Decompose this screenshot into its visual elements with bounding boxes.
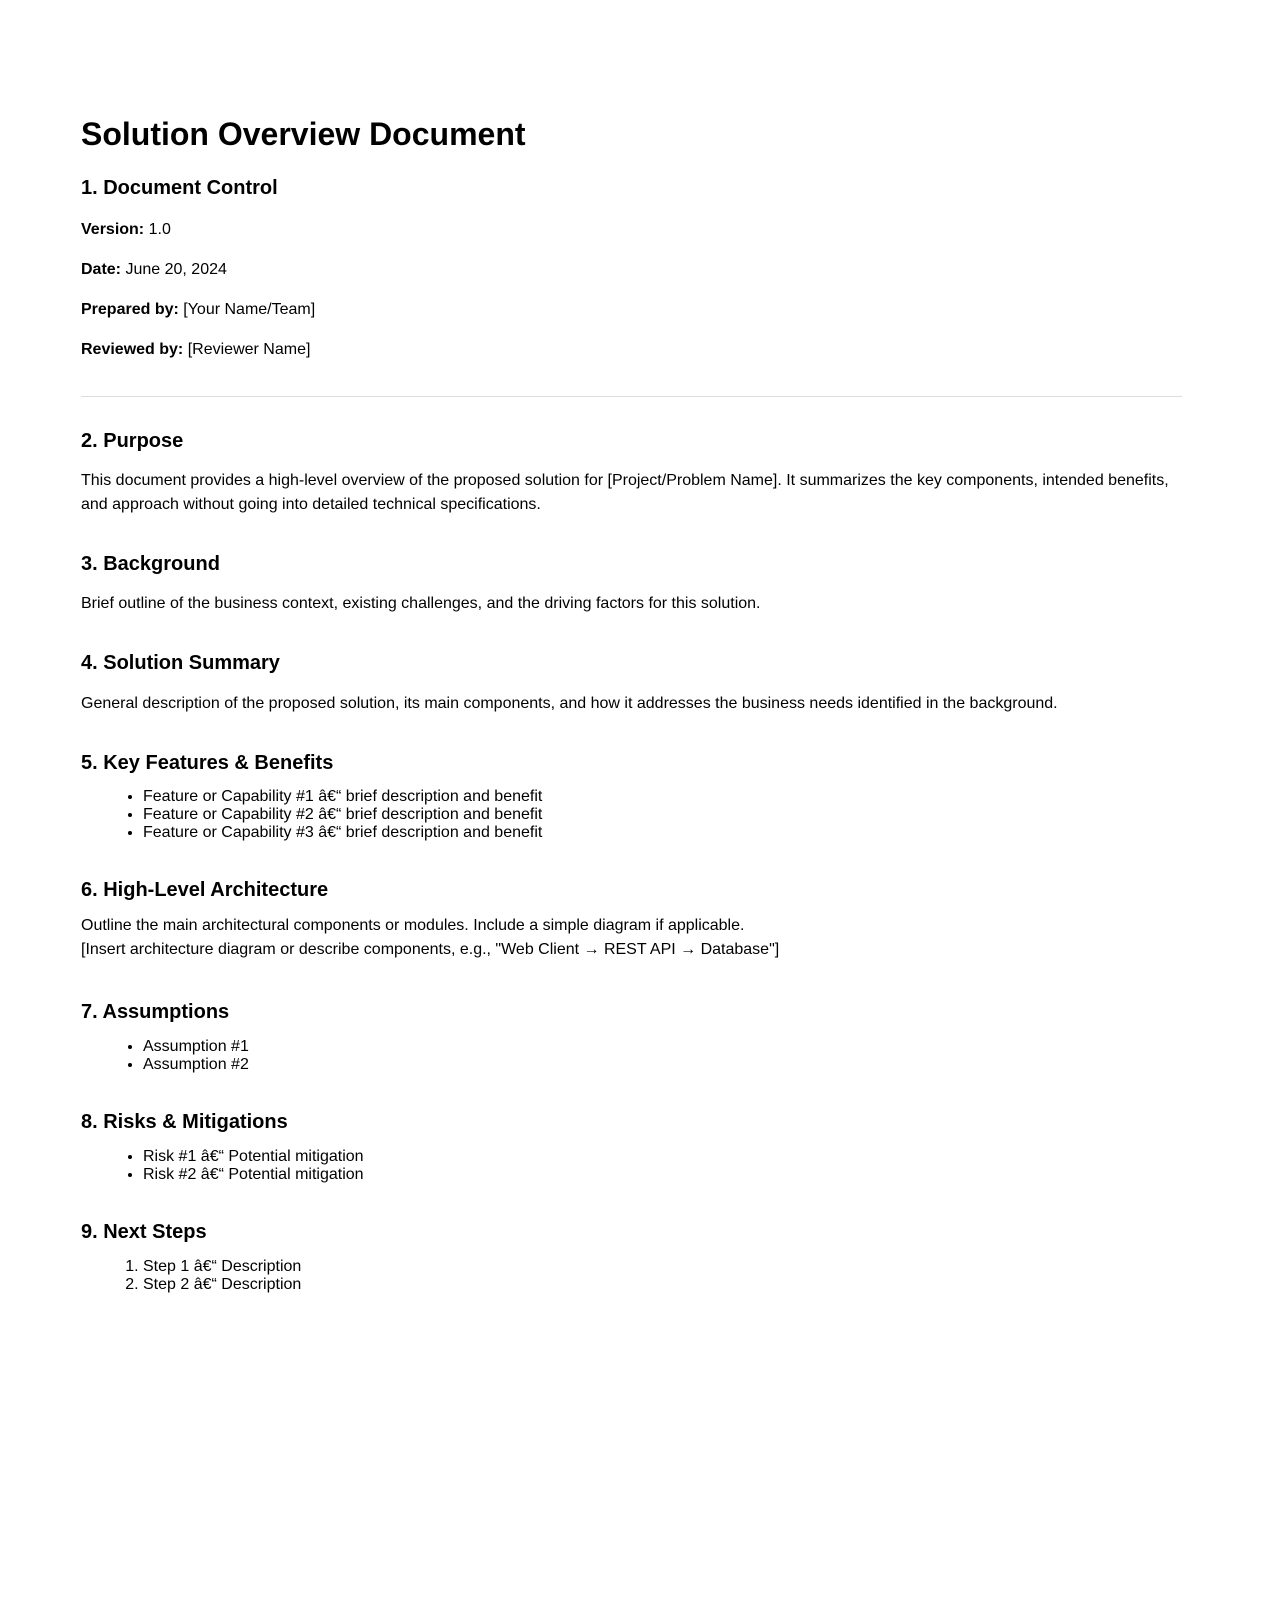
list-item: • Risk #2 â€“ Potential mitigation <box>143 1166 1182 1184</box>
next-steps-list <box>81 1258 1182 1294</box>
field-value: [Your Name/Team] <box>183 301 316 318</box>
summary-text: General description of the proposed solution, its main components, and how it addresses the business needs identified in the background. <box>81 695 1058 712</box>
section-document-control <box>81 176 1182 200</box>
list-item: • Risk #1 â€“ Potential mitigation <box>143 1148 1182 1166</box>
list-item: • Assumption #2 <box>143 1056 1182 1074</box>
background-text-block <box>81 592 1182 616</box>
field-prepared-by <box>81 298 1182 322</box>
field-value: June 20, 2024 <box>125 261 227 278</box>
features-list <box>81 788 1182 842</box>
summary-text-block <box>81 692 1182 716</box>
field-label: Prepared by: <box>81 301 179 318</box>
risks-list-block <box>81 1148 1182 1184</box>
background-text: Brief outline of the business context, existing challenges, and the driving factors for this solution. <box>81 595 761 612</box>
field-label: Reviewed by: <box>81 341 184 358</box>
section-solution-summary <box>81 651 1182 675</box>
section-architecture <box>81 878 1182 902</box>
field-version <box>81 218 1182 242</box>
purpose-text-block <box>81 469 1182 517</box>
list-item: • Feature or Capability #2 â€“ brief description and benefit <box>143 806 1182 824</box>
architecture-text-block <box>81 914 1182 962</box>
field-value: 1.0 <box>148 221 171 238</box>
field-date <box>81 258 1182 282</box>
field-label: Version: <box>81 221 145 238</box>
page-title: Solution Overview Document <box>81 116 526 152</box>
list-item: 2. Step 2 â€“ Description <box>143 1276 1182 1294</box>
features-list-block <box>81 788 1182 842</box>
section-heading: 9. Next Steps <box>81 1221 207 1243</box>
section-key-features <box>81 751 1182 775</box>
field-label: Date: <box>81 261 122 278</box>
section-background <box>81 552 1182 576</box>
section-purpose <box>81 429 1182 453</box>
architecture-text: Outline the main architectural components or modules. Include a simple diagram if applicable. <box>81 917 745 934</box>
list-item: • Feature or Capability #3 â€“ brief description and benefit <box>143 824 1182 842</box>
section-risks <box>81 1110 1182 1134</box>
assumptions-list-block <box>81 1038 1182 1074</box>
next-steps-list-block <box>81 1258 1182 1294</box>
section-divider <box>81 396 1182 397</box>
section-heading: 4. Solution Summary <box>81 652 280 674</box>
list-item: 1. Step 1 â€“ Description <box>143 1258 1182 1276</box>
section-heading: 7. Assumptions <box>81 1001 230 1023</box>
section-assumptions <box>81 1000 1182 1024</box>
section-heading: 3. Background <box>81 553 220 575</box>
purpose-text: This document provides a high-level overview of the proposed solution for [Project/Problem Name]. It summarizes the key components, intended benefits, and approach without going into detailed technical specifications. <box>81 472 1169 513</box>
architecture-placeholder: [Insert architecture diagram or describe components, e.g., "Web Client → REST API → Database"] <box>81 941 780 958</box>
section-heading: 8. Risks & Mitigations <box>81 1111 288 1133</box>
field-reviewed-by <box>81 338 1182 362</box>
section-heading: 1. Document Control <box>81 177 278 199</box>
section-heading: 6. High-Level Architecture <box>81 879 329 901</box>
list-item: • Feature or Capability #1 â€“ brief description and benefit <box>143 788 1182 806</box>
list-item: • Assumption #1 <box>143 1038 1182 1056</box>
field-value: [Reviewer Name] <box>187 341 311 358</box>
assumptions-list <box>81 1038 1182 1074</box>
section-heading: 5. Key Features & Benefits <box>81 752 334 774</box>
section-next-steps <box>81 1220 1182 1244</box>
risks-list <box>81 1148 1182 1184</box>
section-heading: 2. Purpose <box>81 430 184 452</box>
